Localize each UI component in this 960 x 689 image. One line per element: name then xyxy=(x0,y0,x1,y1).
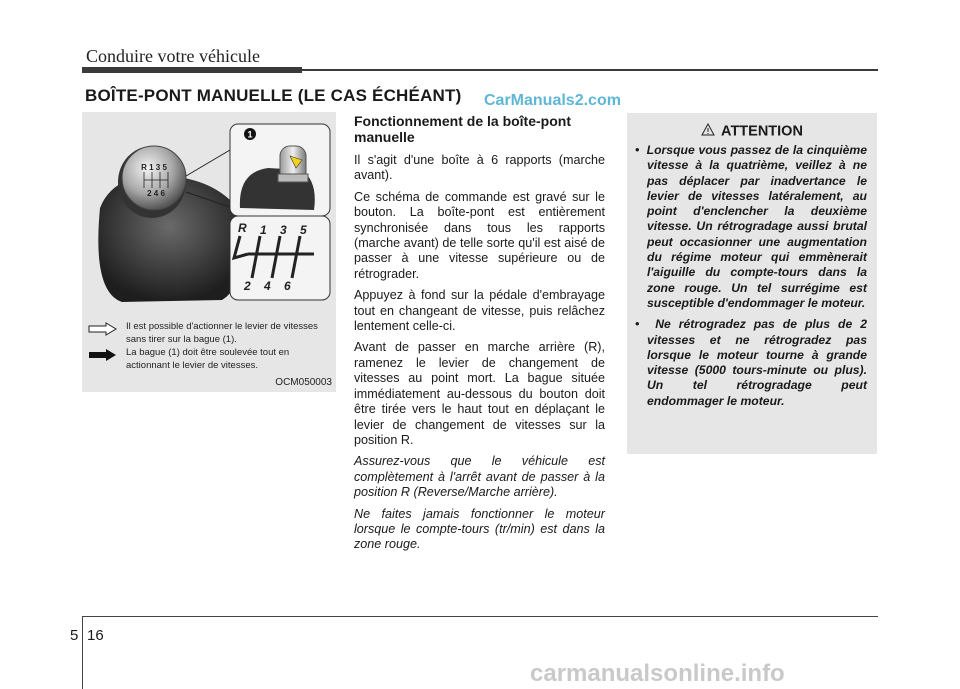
header-rule xyxy=(302,69,878,71)
caption-line-1: Il est possible d'actionner le levier de vitesses sans tirer sur la bague (1). xyxy=(126,321,318,345)
gear-label-2: 2 xyxy=(244,279,251,293)
chapter-bar xyxy=(82,67,302,73)
subsection-heading: Fonctionnement de la boîte-pont manuelle xyxy=(354,113,571,145)
gear-label-r: R xyxy=(238,221,247,235)
knob-digits: 2 4 6 xyxy=(147,189,165,198)
section-title: BOÎTE-PONT MANUELLE (LE CAS ÉCHÉANT) xyxy=(85,86,462,105)
main-text-column xyxy=(354,113,605,559)
inset-ring xyxy=(278,174,308,182)
gear-label-4: 4 xyxy=(264,279,271,293)
attention-list xyxy=(635,143,867,415)
attention-header xyxy=(627,123,877,140)
caption-line-2: La bague (1) doit être soulevée tout en actionnant le levier de vitesses. xyxy=(126,347,290,371)
attention-item-1-text: Lorsque vous passez de la cinquième vitesse à la quatrième, veillez à ne pas déplacer par inadvertance le levier de vitesses latéralement, au point d'enclencher la deuxième vitesse. Un rétrogradage aussi brutal peut occasionner une augmentation du régime moteur qui emmènerait l'aiguille du compte-tours dans la zone rouge. Un tel surrégime est susceptible d'endommager le moteur. xyxy=(646,143,867,310)
paragraph-1: Il s'agit d'une boîte à 6 rapports (marche avant). xyxy=(354,153,605,183)
gear-shift-figure xyxy=(82,112,336,392)
watermark-top[interactable]: CarManuals2.com xyxy=(484,92,621,109)
chapter-title: Conduire votre véhicule xyxy=(86,46,260,66)
paragraph-6: Ne faites jamais fonctionner le moteur lorsque le compte-tours (tr/min) est dans la zone rouge. xyxy=(354,506,605,552)
callout-number: 1 xyxy=(247,129,253,140)
paragraph-3: Appuyez à fond sur la pédale d'embrayage tout en changeant de vitesse, puis relâchez lentement celle-ci. xyxy=(354,288,605,334)
page-chapter-number: 5 xyxy=(70,627,79,644)
gear-label-5: 5 xyxy=(300,223,307,237)
gear-label-3: 3 xyxy=(280,223,287,237)
knob-letters: R 1 3 5 xyxy=(141,163,167,172)
attention-item: • Lorsque vous passez de la cinquième vitesse à la quatrième, veillez à ne pas déplacer par inadvertance le levier de vitesses latéralement, au point d'enclencher la deuxième vitesse. Un rétrogradage aussi brutal peut occasionner une augmentation du régime moteur qui emmènerait l'aiguille du compte-tours dans la zone rouge. Un tel surrégime est susceptible d'endommager le moteur. xyxy=(635,143,867,310)
watermark-bottom[interactable]: carmanualsonline.info xyxy=(530,660,785,687)
paragraph-4: Avant de passer en marche arrière (R), ramenez le levier de changement de vitesses au point mort. La bague située immédiatement au-dessous du bouton doit être tirée vers le haut tout en déplaçant le levier de changement de vitesses sur la position R. xyxy=(354,340,605,447)
gear-label-6: 6 xyxy=(284,279,291,293)
gear-label-1: 1 xyxy=(260,223,267,237)
paragraph-2: Ce schéma de commande est gravé sur le bouton. La boîte-pont est entièrement synchronisée dans tous les rapports (marche avant) de telle sorte qu'il est aisé de passer à une vitesse supérieure ou de rétrograder. xyxy=(354,189,605,281)
footer-divider xyxy=(82,616,83,689)
footer-rule xyxy=(82,616,878,617)
attention-title: ATTENTION xyxy=(721,123,803,140)
knob xyxy=(122,146,186,210)
attention-item-2-text: Ne rétrogradez pas de plus de 2 vitesses et ne rétrogradez pas lorsque le moteur tourne à grande vitesse (5000 tours-minute ou plus). Un tel rétrogradage peut endommager le moteur. xyxy=(647,317,867,408)
leader-line-1 xyxy=(186,150,230,176)
figure-code: OCM050003 xyxy=(275,377,332,388)
paragraph-5: Assurez-vous que le véhicule est complètement à l'arrêt avant de passer à la position R (Reverse/Marche arrière). xyxy=(354,454,605,500)
outline-arrow-icon xyxy=(88,322,118,336)
filled-arrow-icon xyxy=(88,348,118,362)
attention-box xyxy=(627,113,877,454)
warning-triangle-icon xyxy=(701,123,715,140)
attention-item: • Ne rétrogradez pas de plus de 2 vitesses et ne rétrogradez pas lorsque le moteur tourne à grande vitesse (5000 tours-minute ou plus). Un tel rétrogradage peut endommager le moteur. xyxy=(635,317,867,408)
page-number: 16 xyxy=(87,627,104,644)
figure-caption xyxy=(126,320,326,372)
